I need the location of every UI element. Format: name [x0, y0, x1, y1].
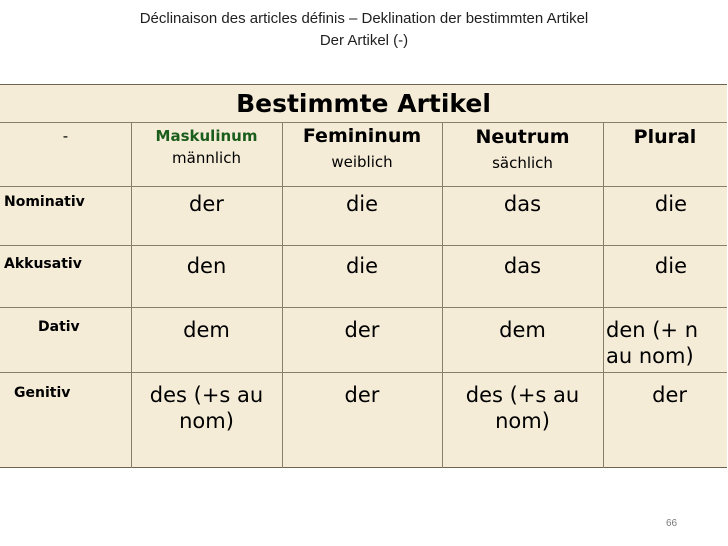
column-header-plural: [603, 126, 727, 148]
table-cell: die: [345, 254, 379, 278]
corner-cell: -: [62, 127, 69, 145]
column-header-femininum: [282, 125, 442, 171]
column-header-maskulinum: [131, 127, 282, 167]
slide-title-line2: Der Artikel (-): [319, 32, 409, 49]
row-divider: [0, 307, 727, 308]
row-divider: [0, 122, 727, 123]
table-cell: der: [652, 383, 687, 407]
slide-title: [0, 8, 728, 52]
row-header-nominativ: Nominativ: [4, 194, 85, 210]
slide-title-line1: Déclinaison des articles définis – Deklination der bestimmten Artikel: [139, 10, 589, 27]
row-divider: [0, 245, 727, 246]
row-divider: [0, 372, 727, 373]
column-header-sublabel: weiblich: [331, 153, 393, 171]
table-cell: das: [503, 254, 542, 278]
table-cell: die: [345, 192, 379, 216]
table-cell: des (+s au nom): [149, 383, 264, 433]
table-cell: dem: [499, 318, 546, 342]
column-header-sublabel: sächlich: [492, 154, 553, 172]
row-header-dativ: Dativ: [38, 319, 80, 335]
column-divider: [603, 122, 604, 468]
row-header-genitiv: Genitiv: [14, 385, 71, 401]
table-cell: den (+ n au nom): [606, 318, 699, 368]
column-header-neutrum: [442, 126, 603, 172]
table-cell: die: [654, 254, 687, 278]
column-header-label: Maskulinum: [155, 127, 258, 145]
table-cell: das: [503, 192, 542, 216]
table-cell: den: [186, 254, 227, 278]
page-number: 66: [666, 518, 678, 529]
table-cell: der: [344, 318, 380, 342]
table-caption: Bestimmte Artikel: [236, 89, 491, 118]
table-cell: des (+s au nom): [465, 383, 580, 433]
column-divider: [282, 122, 283, 468]
row-header-akkusativ: Akkusativ: [4, 256, 82, 272]
column-header-label: Femininum: [302, 125, 422, 147]
table-cell: der: [189, 192, 224, 216]
table-cell: dem: [183, 318, 230, 342]
article-table: [0, 84, 727, 468]
row-divider: [0, 186, 727, 187]
column-divider: [442, 122, 443, 468]
table-cell: die: [654, 192, 687, 216]
column-header-label: Neutrum: [475, 126, 570, 148]
column-header-sublabel: männlich: [172, 149, 241, 167]
column-header-label: Plural: [633, 126, 697, 148]
column-divider: [131, 122, 132, 468]
table-cell: der: [344, 383, 380, 407]
